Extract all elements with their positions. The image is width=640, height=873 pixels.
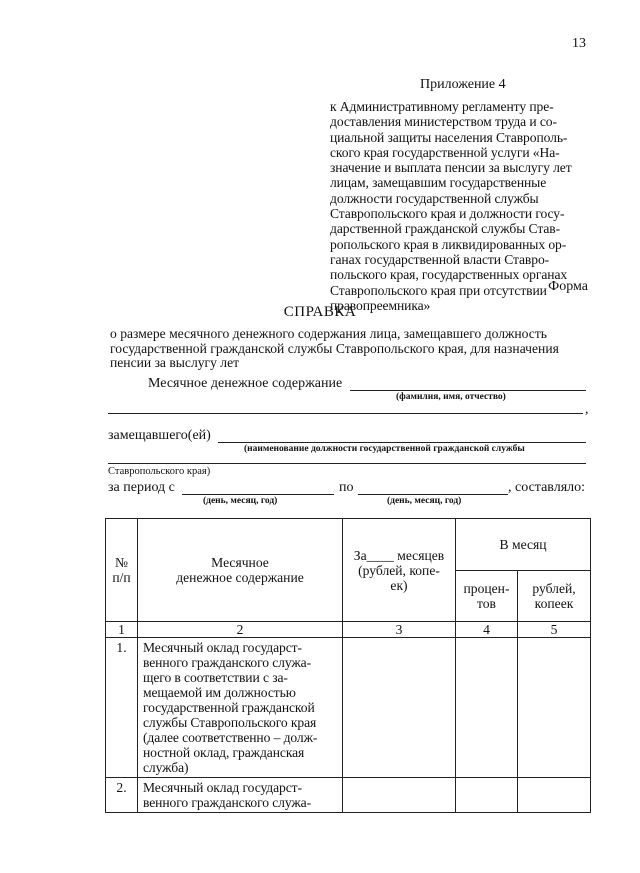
column-index: 1 [106,622,138,638]
header-rubles-line: рублей, [532,581,576,596]
form-label: Форма [548,279,588,294]
row-description [138,638,343,778]
date-from-caption: (день, месяц, год) [203,496,278,506]
appendix-line: должности государственной службы [330,190,539,206]
appendix-line: дарственной гражданской службы Став- [330,221,561,237]
salary-table [105,518,591,813]
to-label: по [339,480,354,495]
row-line: служба) [143,760,189,775]
header-percent [456,571,518,622]
header-per-month: В месяц [456,519,591,571]
period-to-field[interactable] [358,494,508,495]
date-to-caption: (день, месяц, год) [387,496,462,506]
header-months-line: (рублей, копе- [358,562,440,578]
region-caption: Ставропольского края) [108,466,211,477]
column-index: 4 [456,622,518,638]
appendix-line: доставления министерством труда и со- [330,114,557,130]
period-label: за период с [108,480,175,495]
page-number: 13 [572,36,586,51]
header-months [343,519,456,622]
appendix-line: польского края, государственных органах [330,267,568,283]
row-line: (далее соответственно – долж- [143,730,318,745]
appendix-line: к Административному регламенту пре- [330,99,554,114]
row-line: щего в соответствии с за- [143,670,288,685]
row-line: государственной гражданской [143,700,315,715]
was-label: , составляло: [508,480,586,495]
row-line: венного гражданского служа- [143,795,312,810]
header-content-line: Месячное [211,555,269,570]
header-percent-line: процен- [463,581,510,596]
appendix-line: Ставропольского края при отсутствии [330,282,547,298]
position-field-continued[interactable] [108,463,586,464]
column-index: 2 [138,622,343,638]
salary-label: Месячное денежное содержание [148,376,343,391]
cell-rubles[interactable] [518,778,591,813]
cell-percent[interactable] [456,778,518,813]
fio-field-continued[interactable] [108,413,583,414]
header-months-line: ек) [390,577,408,593]
period-from-field[interactable] [182,494,334,495]
appendix-line: ского края государственной услуги «На- [330,144,560,160]
document-title: СПРАВКА [283,304,357,320]
row-line: службы Ставропольского края [143,715,317,730]
appendix-line: значение и выплата пенсии за выслугу лет [330,160,572,176]
table-row [106,778,591,813]
subtitle-line: пенсии за выслугу лет [110,355,240,370]
row-line: Месячный оклад государст- [143,780,302,795]
subtitle-line: государственной гражданской службы Ставропольского края, для назначения [110,340,559,356]
position-field[interactable] [218,442,586,443]
appendix-line: ганах государственной власти Ставро- [330,251,550,267]
position-label: замещавшего(ей) [108,428,211,443]
header-percent-line: тов [477,596,496,611]
row-number: 2. [106,778,138,813]
cell-months[interactable] [343,638,456,778]
comma: , [585,402,589,417]
row-line: венного гражданского служа- [143,655,312,670]
fio-field[interactable] [350,390,586,391]
position-caption: (наименование должности государственной гражданской службы [244,444,525,454]
subtitle-line: о размере месячного денежного содержания лица, замещавшего должность [110,326,547,341]
appendix-line: ропольского края в ликвидированных ор- [330,236,567,252]
header-number [106,519,138,622]
appendix-line: Ставропольского края и должности госу- [330,206,565,222]
header-number-text: № п/п [112,555,131,585]
cell-rubles[interactable] [518,638,591,778]
appendix-line: правопреемника» [330,297,431,313]
document-subtitle [110,327,590,371]
table-row [106,638,591,778]
appendix-line: циальной защиты населения Ставрополь- [330,129,568,145]
header-rubles [518,571,591,622]
appendix-title: Приложение 4 [420,77,506,92]
row-line: ностной оклад, гражданская [143,745,305,760]
row-number: 1. [106,638,138,778]
header-content-line: денежное содержание [176,570,304,585]
column-index: 3 [343,622,456,638]
appendix-line: лицам, замещавшим государственные [330,175,547,191]
fio-caption: (фамилия, имя, отчество) [396,392,506,402]
cell-months[interactable] [343,778,456,813]
row-description [138,778,343,813]
header-months-line: За____ месяцев [353,547,445,563]
cell-percent[interactable] [456,638,518,778]
row-line: Месячный оклад государст- [143,640,302,655]
row-line: мещаемой им должностью [143,685,296,700]
column-index: 5 [518,622,591,638]
header-content [138,519,343,622]
header-rubles-line: копеек [534,596,574,611]
